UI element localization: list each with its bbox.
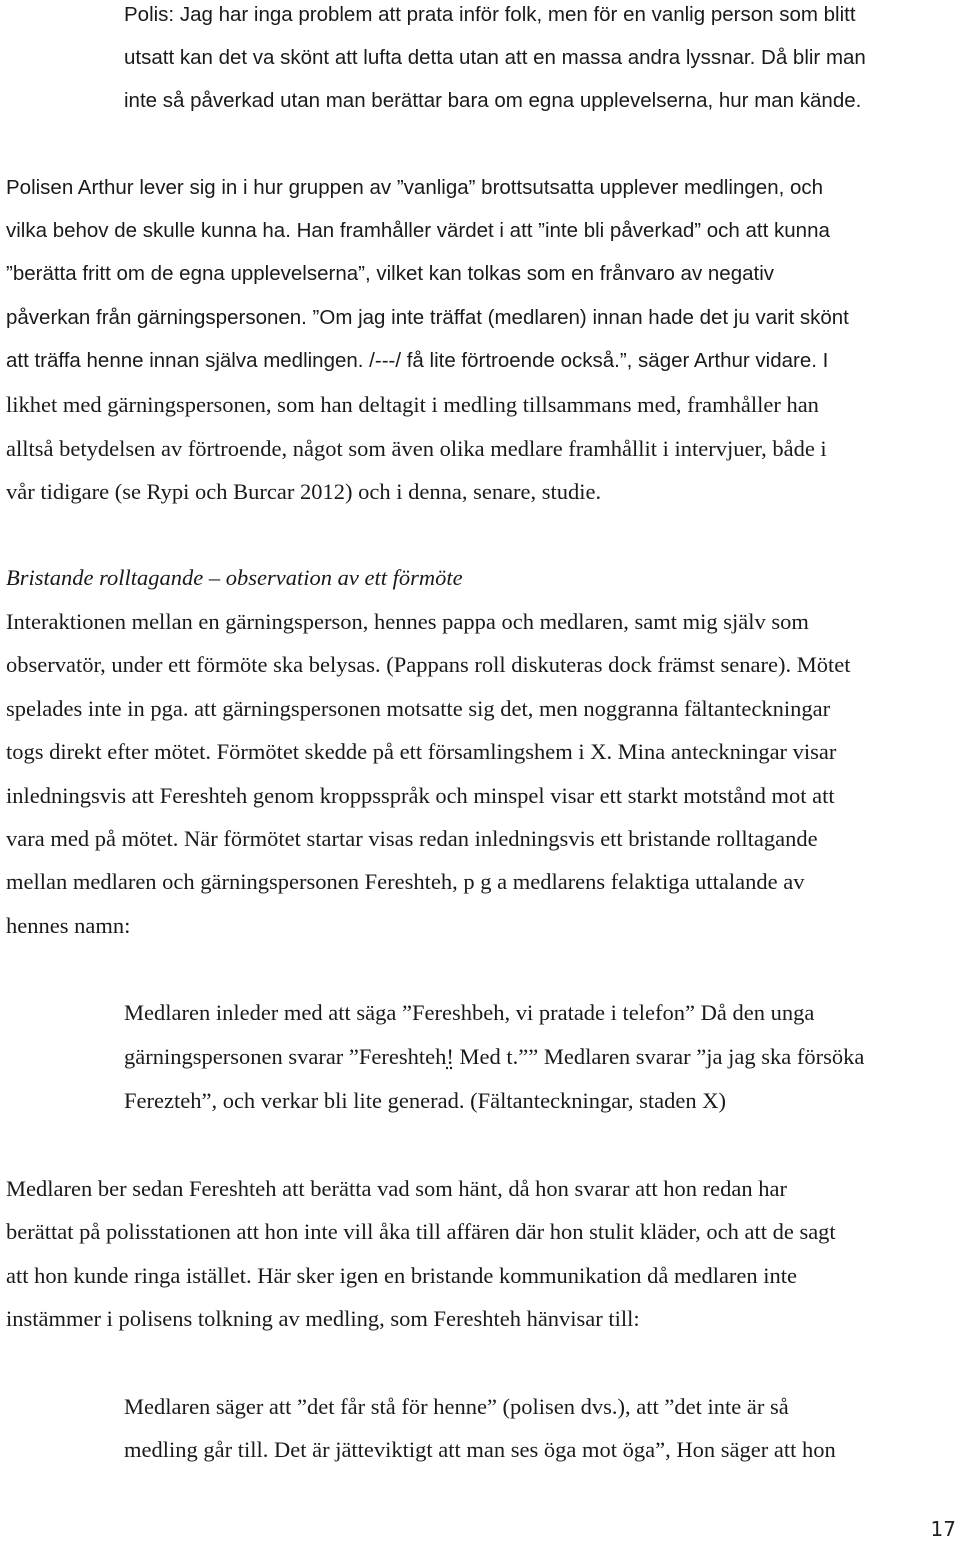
paragraph-line: Interaktionen mellan en gärningsperson, hennes pappa och medlaren, samt mig själv som bbox=[6, 609, 809, 634]
paragraph-line: att hon kunde ringa istället. Här sker igen en bristande kommunikation då medlaren inte bbox=[6, 1263, 798, 1288]
quote-line: inte så påverkad utan man berättar bara om egna upplevelserna, hur man kände. bbox=[124, 89, 862, 112]
paragraph-line: vår tidigare (se Rypi och Burcar 2012) och i denna, senare, studie. bbox=[6, 479, 602, 504]
paragraph-line: spelades inte in pga. att gärningspersonen motsatte sig det, men noggranna fältanteckningar bbox=[6, 696, 831, 721]
paragraph-line: Medlaren ber sedan Fereshteh att berätta vad som hänt, då hon svarar att hon redan har bbox=[6, 1176, 787, 1201]
quote-line bbox=[124, 1044, 864, 1070]
quote-line: Medlaren inleder med att säga ”Fereshbeh, vi pratade i telefon” Då den unga bbox=[124, 1000, 815, 1025]
comment-marker: ! bbox=[446, 1044, 454, 1069]
paragraph-line: observatör, under ett förmöte ska belysas. (Pappans roll diskuteras dock främst senare). Mötet bbox=[6, 652, 851, 677]
quote-line: Medlaren säger att ”det får stå för henne” (polisen dvs.), att ”det inte är så bbox=[124, 1394, 789, 1419]
paragraph-line: ”berätta fritt om de egna upplevelserna”, vilket kan tolkas som en frånvaro av negativ bbox=[6, 262, 775, 285]
quote-line: medling går till. Det är jätteviktigt att man ses öga mot öga”, Hon säger att hon bbox=[124, 1437, 836, 1462]
section-heading: Bristande rolltagande – observation av ett förmöte bbox=[6, 565, 463, 590]
paragraph-line: alltså betydelsen av förtroende, något som även olika medlare framhållit i intervjuer, både i bbox=[6, 436, 827, 461]
page-number: 17 bbox=[930, 1517, 956, 1541]
quote-line: Ferezteh”, och verkar bli lite generad. (Fältanteckningar, staden X) bbox=[124, 1088, 726, 1113]
quote-line: Polis: Jag har inga problem att prata inför folk, men för en vanlig person som blitt bbox=[124, 3, 856, 26]
paragraph-line: likhet med gärningspersonen, som han deltagit i medling tillsammans med, framhåller han bbox=[6, 392, 819, 417]
paragraph-line: vilka behov de skulle kunna ha. Han framhåller värdet i att ”inte bli påverkad” och att kunna bbox=[6, 219, 830, 242]
paragraph-line: hennes namn: bbox=[6, 913, 131, 938]
quote-fragment: Med t.”” Medlaren svarar ”ja jag ska försöka bbox=[453, 1044, 865, 1069]
paragraph-line: berättat på polisstationen att hon inte vill åka till affären där hon stulit kläder, och att de sagt bbox=[6, 1219, 836, 1244]
paragraph-line: mellan medlaren och gärningspersonen Fereshteh, p g a medlarens felaktiga uttalande av bbox=[6, 869, 805, 894]
paragraph-line: Polisen Arthur lever sig in i hur gruppen av ”vanliga” brottsutsatta upplever medlingen, och bbox=[6, 176, 824, 199]
paragraph-line: instämmer i polisens tolkning av medling, som Fereshteh hänvisar till: bbox=[6, 1306, 640, 1331]
paragraph-line: inledningsvis att Fereshteh genom kroppsspråk och minspel visar ett starkt motstånd mot att bbox=[6, 783, 835, 808]
quote-line: utsatt kan det va skönt att lufta detta utan att en massa andra lyssnar. Då blir man bbox=[124, 46, 866, 69]
paragraph-line: vara med på mötet. När förmötet startar visas redan inledningsvis ett bristande rolltagande bbox=[6, 826, 818, 851]
paragraph-line: togs direkt efter mötet. Förmötet skedde på ett församlingshem i X. Mina anteckningar visar bbox=[6, 739, 837, 764]
quote-fragment: gärningspersonen svarar ”Fereshteh bbox=[124, 1044, 447, 1069]
paragraph-line: påverkan från gärningspersonen. ”Om jag inte träffat (medlaren) innan hade det ju varit skönt bbox=[6, 306, 849, 329]
paragraph-line: att träffa henne innan själva medlingen. /---/ få lite förtroende också.”, säger Arthur vidare. I bbox=[6, 349, 829, 372]
